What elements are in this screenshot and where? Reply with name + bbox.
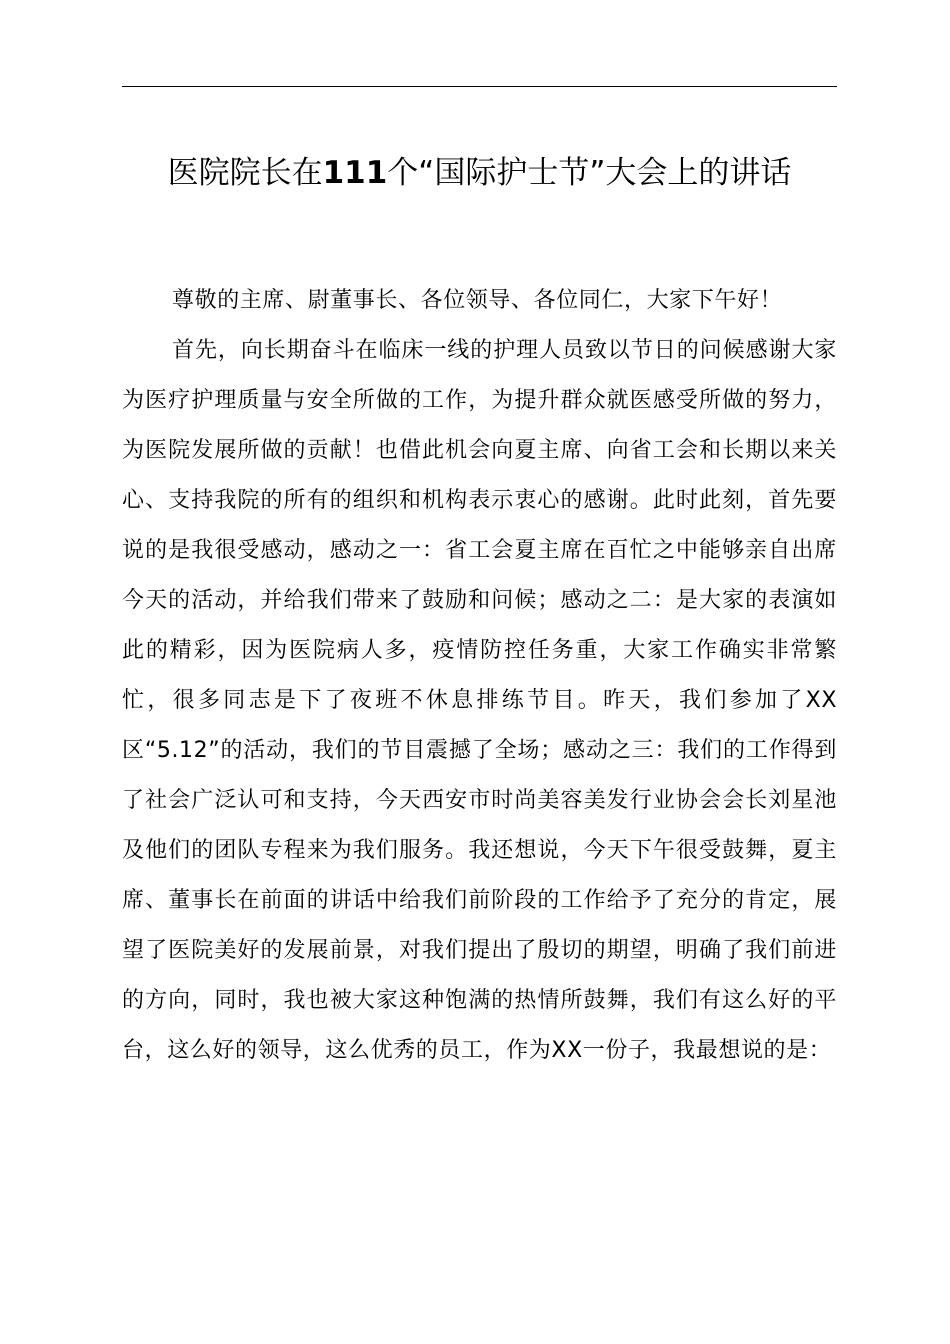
title-number: 111 xyxy=(322,155,388,191)
document-title xyxy=(122,148,837,198)
greeting-paragraph: 尊敬的主席、尉董事长、各位领导、各位同仁，大家下午好！ xyxy=(172,288,783,313)
header-rule xyxy=(122,86,837,87)
body-paragraph: 首先，向长期奋斗在临床一线的护理人员致以节日的问候感谢大家为医疗护理质量与安全所做的工作，为提升群众就医感受所做的努力，为医院发展所做的贡献！也借此机会向夏主席、向省工会和长期以来关心、支持我院的所有的组织和机构表示衷心的感谢。此时此刻，首先要说的是我很受感动，感动之一：省工会夏主席在百忙之中能够亲自出席今天的活动，并给我们带来了鼓励和问候；感动之二：是大家的表演如此的精彩，因为医院病人多，疫情防控任务重，大家工作确实非常繁忙，很多同志是下了夜班不休息排练节目。昨天，我们参加了XX区“5.12”的活动，我们的节目震撼了全场；感动之三：我们的工作得到了社会广泛认可和支持，今天西安市时尚美容美发行业协会会长刘星池及他们的团队专程来为我们服务。我还想说，今天下午很受鼓舞，夏主席、董事长在前面的讲话中给我们前阶段的工作给予了充分的肯定，展望了医院美好的发展前景，对我们提出了殷切的期望，明确了我们前进的方向，同时，我也被大家这种饱满的热情所鼓舞，我们有这么好的平台，这么好的领导，这么优秀的员工，作为XX一份子，我最想说的是： xyxy=(122,338,837,1063)
document-body xyxy=(122,276,837,1076)
title-part-1: 医院院长在 xyxy=(167,155,323,191)
title-part-2: 个“国际护士节”大会上的讲话 xyxy=(387,155,792,191)
